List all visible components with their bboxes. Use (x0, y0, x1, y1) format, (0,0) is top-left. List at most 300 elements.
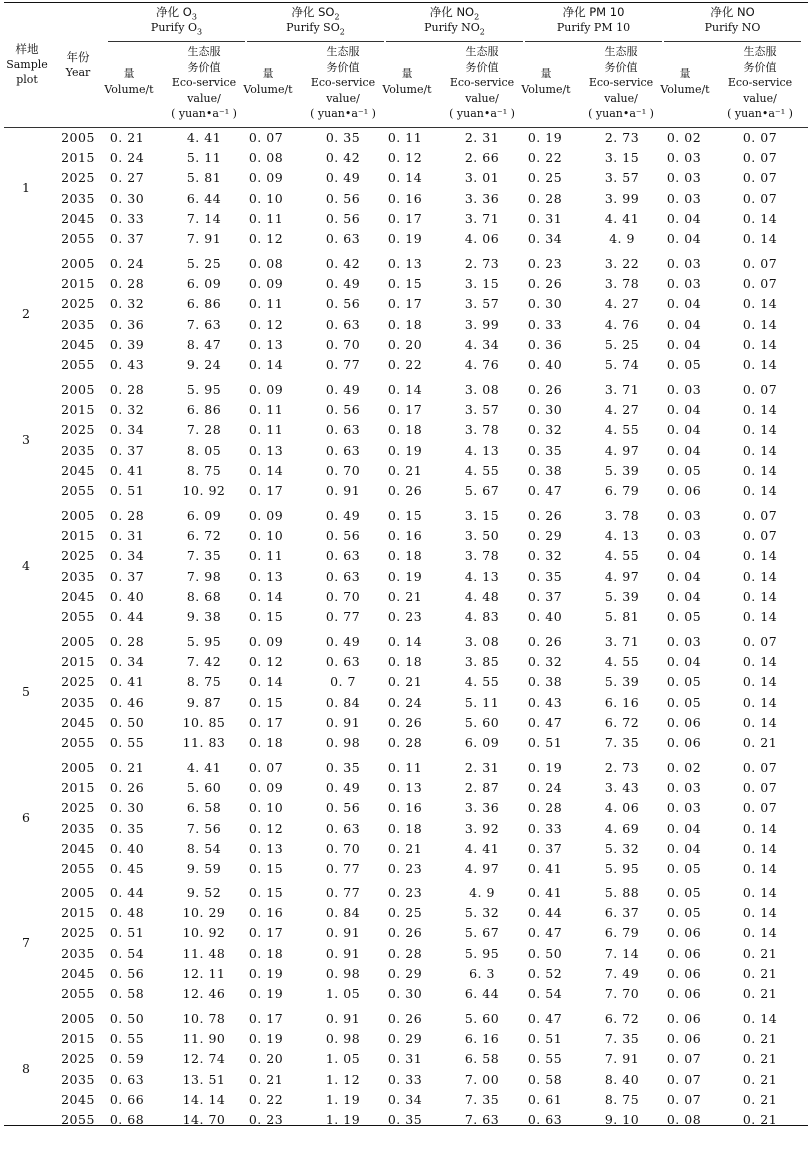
value-cell: 0. 77 (325, 861, 361, 876)
value-cell: 0. 51 (527, 1031, 563, 1047)
value-cell: 0. 98 (325, 965, 361, 981)
value-cell: 0. 07 (742, 190, 778, 206)
value-cell: 0. 40 (527, 609, 563, 624)
value-cell: 0. 12 (248, 231, 284, 246)
value-cell: 0. 22 (248, 1091, 284, 1107)
value-cell: 3. 36 (464, 800, 500, 816)
volume-header (521, 66, 571, 97)
group-header-underline (525, 41, 662, 42)
value-cell: 0. 23 (387, 609, 423, 624)
sample-plot-label: 5 (22, 683, 30, 699)
year-cell: 2045 (61, 965, 95, 981)
value-cell: 0. 49 (325, 276, 361, 292)
value-cell: 0. 47 (527, 483, 563, 498)
value-cell: 0. 09 (248, 634, 284, 649)
volume-header (104, 66, 154, 97)
value-cell: 0. 02 (666, 130, 702, 145)
group-header-zh-text: 净化 NO (710, 5, 755, 19)
header-year-en: Year (65, 66, 91, 79)
value-cell: 3. 01 (464, 170, 500, 186)
value-cell: 0. 32 (109, 296, 145, 312)
value-cell: 0. 07 (742, 800, 778, 816)
year-cell: 2025 (61, 548, 95, 564)
value-cell: 5. 60 (464, 714, 500, 730)
group-header-en-text: Purify PM 10 (556, 21, 631, 34)
group-header-zh-text: 净化 PM 10 (562, 5, 625, 19)
value-cell: 6. 79 (604, 483, 640, 498)
value-cell: 0. 15 (248, 694, 284, 710)
value-cell: 11. 48 (182, 945, 226, 961)
value-cell: 0. 07 (742, 276, 778, 292)
sample-plot-label: 4 (22, 557, 30, 573)
value-cell: 0. 15 (248, 861, 284, 876)
value-cell: 0. 05 (666, 674, 702, 690)
value-cell: 4. 27 (604, 296, 640, 312)
group-header-en-text: Purify O (150, 21, 197, 34)
value-cell: 0. 09 (248, 170, 284, 186)
group-header-zh-subscript: 2 (334, 12, 340, 22)
year-cell: 2025 (61, 800, 95, 816)
value-cell: 0. 07 (742, 150, 778, 166)
eco-header-unit: ( yuan•a⁻¹ ) (727, 107, 793, 120)
value-cell: 0. 07 (742, 382, 778, 397)
value-cell: 3. 50 (464, 528, 500, 544)
value-cell: 0. 21 (742, 1091, 778, 1107)
group-header-zh (521, 5, 666, 20)
value-cell: 0. 35 (387, 1112, 423, 1127)
value-cell: 0. 34 (109, 422, 145, 438)
value-cell: 0. 11 (387, 130, 423, 145)
value-cell: 0. 14 (742, 462, 778, 478)
value-cell: 3. 71 (464, 210, 500, 226)
value-cell: 11. 90 (182, 1031, 226, 1047)
value-cell: 0. 43 (527, 694, 563, 710)
value-cell: 3. 15 (464, 276, 500, 292)
header-plot-en: Sample (6, 58, 48, 71)
value-cell: 2. 73 (604, 760, 640, 775)
value-cell: 0. 91 (325, 1011, 361, 1026)
volume-header-zh: 量 (123, 67, 135, 80)
value-cell: 4. 55 (464, 462, 500, 478)
value-cell: 0. 31 (387, 1051, 423, 1067)
value-cell: 0. 41 (527, 861, 563, 876)
value-cell: 4. 13 (464, 442, 500, 458)
value-cell: 0. 21 (742, 1071, 778, 1087)
value-cell: 0. 47 (527, 714, 563, 730)
value-cell: 0. 32 (527, 654, 563, 670)
value-cell: 7. 28 (186, 422, 222, 438)
value-cell: 14. 14 (182, 1091, 226, 1107)
value-cell: 0. 35 (325, 760, 361, 775)
value-cell: 0. 26 (527, 382, 563, 397)
year-cell: 2055 (61, 231, 95, 246)
value-cell: 5. 25 (604, 336, 640, 352)
value-cell: 3. 08 (464, 634, 500, 649)
year-cell: 2035 (61, 694, 95, 710)
value-cell: 3. 36 (464, 190, 500, 206)
value-cell: 2. 66 (464, 150, 500, 166)
value-cell: 9. 52 (186, 885, 222, 900)
volume-header-en: Volume/t (382, 82, 432, 96)
year-cell: 2005 (61, 382, 95, 397)
value-cell: 9. 59 (186, 861, 222, 876)
eco-header-unit: ( yuan•a⁻¹ ) (171, 107, 237, 120)
value-cell: 0. 40 (109, 588, 145, 604)
value-cell: 12. 46 (182, 986, 226, 1001)
value-cell: 0. 14 (742, 548, 778, 564)
value-cell: 0. 14 (742, 925, 778, 941)
eco-header-zh2: 务价值 (326, 60, 360, 74)
value-cell: 4. 9 (469, 885, 495, 900)
value-cell: 8. 75 (604, 1091, 640, 1107)
value-cell: 0. 49 (325, 780, 361, 796)
value-cell: 4. 9 (609, 231, 635, 246)
sample-plot-label: 3 (22, 431, 30, 447)
header-plot-en2: plot (16, 73, 38, 86)
year-cell: 2005 (61, 634, 95, 649)
value-cell: 0. 12 (248, 654, 284, 670)
value-cell: 0. 35 (527, 442, 563, 458)
eco-header-zh2: 务价值 (465, 60, 499, 74)
value-cell: 0. 14 (742, 674, 778, 690)
value-cell: 0. 21 (742, 945, 778, 961)
year-cell: 2035 (61, 568, 95, 584)
value-cell: 7. 00 (464, 1071, 500, 1087)
year-cell: 2055 (61, 357, 95, 372)
value-cell: 0. 31 (109, 528, 145, 544)
value-cell: 0. 14 (742, 885, 778, 900)
year-cell: 2015 (61, 905, 95, 921)
value-cell: 0. 14 (742, 568, 778, 584)
value-cell: 5. 81 (604, 609, 640, 624)
value-cell: 3. 78 (604, 276, 640, 292)
header-plot-zh: 样地 (15, 42, 39, 56)
year-cell: 2015 (61, 402, 95, 418)
value-cell: 0. 28 (387, 735, 423, 750)
value-cell: 5. 95 (186, 382, 222, 397)
value-cell: 0. 63 (325, 442, 361, 458)
eco-header-zh1: 生态服 (187, 45, 221, 58)
value-cell: 3. 99 (604, 190, 640, 206)
value-cell: 0. 46 (109, 694, 145, 710)
value-cell: 0. 14 (248, 462, 284, 478)
value-cell: 0. 14 (742, 422, 778, 438)
value-cell: 0. 58 (109, 986, 145, 1001)
value-cell: 0. 07 (666, 1071, 702, 1087)
value-cell: 0. 09 (248, 508, 284, 523)
value-cell: 0. 19 (387, 568, 423, 584)
value-cell: 0. 91 (325, 483, 361, 498)
value-cell: 0. 28 (527, 800, 563, 816)
eco-header-en1: Eco-service (171, 76, 237, 89)
value-cell: 0. 48 (109, 905, 145, 921)
value-cell: 0. 14 (742, 861, 778, 876)
value-cell: 0. 35 (109, 820, 145, 836)
value-cell: 0. 11 (387, 760, 423, 775)
value-cell: 0. 38 (527, 462, 563, 478)
value-cell: 0. 10 (248, 190, 284, 206)
value-cell: 6. 16 (464, 1031, 500, 1047)
value-cell: 0. 33 (527, 820, 563, 836)
value-cell: 4. 41 (186, 130, 222, 145)
volume-header-zh: 量 (679, 67, 691, 80)
value-cell: 8. 40 (604, 1071, 640, 1087)
value-cell: 5. 95 (186, 634, 222, 649)
value-cell: 0. 42 (325, 150, 361, 166)
value-cell: 0. 41 (109, 462, 145, 478)
value-cell: 0. 03 (666, 190, 702, 206)
value-cell: 0. 03 (666, 800, 702, 816)
value-cell: 6. 86 (186, 402, 222, 418)
value-cell: 0. 14 (248, 674, 284, 690)
value-cell: 4. 76 (604, 316, 640, 332)
value-cell: 0. 34 (109, 654, 145, 670)
value-cell: 0. 21 (109, 760, 145, 775)
value-cell: 5. 67 (464, 925, 500, 941)
value-cell: 0. 17 (387, 296, 423, 312)
value-cell: 0. 49 (325, 170, 361, 186)
value-cell: 0. 04 (666, 422, 702, 438)
value-cell: 8. 75 (186, 462, 222, 478)
value-cell: 0. 03 (666, 634, 702, 649)
value-cell: 0. 14 (742, 714, 778, 730)
value-cell: 0. 56 (325, 528, 361, 544)
value-cell: 7. 35 (604, 735, 640, 750)
value-cell: 0. 24 (527, 780, 563, 796)
value-cell: 0. 17 (248, 925, 284, 941)
value-cell: 2. 87 (464, 780, 500, 796)
eco-header-zh1: 生态服 (604, 45, 638, 58)
value-cell: 0. 30 (109, 190, 145, 206)
value-cell: 0. 03 (666, 150, 702, 166)
value-cell: 0. 11 (248, 548, 284, 564)
value-cell: 0. 91 (325, 714, 361, 730)
group-header-en (521, 20, 666, 35)
value-cell: 0. 50 (109, 1011, 145, 1026)
value-cell: 4. 97 (604, 568, 640, 584)
value-cell: 0. 34 (109, 548, 145, 564)
value-cell: 0. 7 (330, 674, 356, 690)
value-cell: 0. 40 (527, 357, 563, 372)
value-cell: 0. 55 (527, 1051, 563, 1067)
value-cell: 2. 31 (464, 760, 500, 775)
value-cell: 0. 07 (742, 528, 778, 544)
value-cell: 0. 14 (742, 905, 778, 921)
value-cell: 5. 25 (186, 256, 222, 271)
value-cell: 0. 26 (109, 780, 145, 796)
value-cell: 0. 77 (325, 357, 361, 372)
value-cell: 0. 07 (742, 130, 778, 145)
value-cell: 0. 18 (387, 422, 423, 438)
value-cell: 0. 04 (666, 442, 702, 458)
value-cell: 0. 31 (527, 210, 563, 226)
value-cell: 0. 98 (325, 735, 361, 750)
value-cell: 0. 21 (387, 840, 423, 856)
year-cell: 2035 (61, 442, 95, 458)
value-cell: 0. 19 (387, 442, 423, 458)
value-cell: 0. 09 (248, 780, 284, 796)
value-cell: 0. 03 (666, 170, 702, 186)
group-header-en-text: Purify NO (704, 21, 761, 34)
value-cell: 0. 98 (325, 1031, 361, 1047)
value-cell: 0. 70 (325, 588, 361, 604)
value-cell: 0. 12 (248, 820, 284, 836)
value-cell: 0. 10 (248, 800, 284, 816)
year-cell: 2015 (61, 780, 95, 796)
eco-header-en2: value/ (326, 91, 360, 105)
value-cell: 0. 91 (325, 945, 361, 961)
value-cell: 0. 63 (325, 820, 361, 836)
value-cell: 0. 07 (742, 760, 778, 775)
value-cell: 0. 12 (387, 150, 423, 166)
group-header-en (382, 20, 527, 39)
top-rule (4, 2, 808, 3)
value-cell: 7. 56 (186, 820, 222, 836)
year-cell: 2035 (61, 945, 95, 961)
value-cell: 5. 81 (186, 170, 222, 186)
eco-value-header (581, 44, 661, 122)
value-cell: 7. 63 (464, 1112, 500, 1127)
value-cell: 0. 07 (742, 634, 778, 649)
value-cell: 0. 18 (387, 820, 423, 836)
year-cell: 2045 (61, 336, 95, 352)
header-year-zh: 年份 (66, 50, 90, 64)
value-cell: 0. 09 (248, 276, 284, 292)
value-cell: 0. 07 (742, 170, 778, 186)
value-cell: 4. 27 (604, 402, 640, 418)
value-cell: 8. 47 (186, 336, 222, 352)
value-cell: 0. 17 (248, 1011, 284, 1026)
value-cell: 0. 40 (109, 840, 145, 856)
value-cell: 0. 26 (527, 634, 563, 649)
value-cell: 0. 42 (325, 256, 361, 271)
group-header-underline (247, 41, 384, 42)
value-cell: 5. 60 (186, 780, 222, 796)
value-cell: 6. 72 (186, 528, 222, 544)
value-cell: 7. 91 (186, 231, 222, 246)
value-cell: 0. 13 (387, 256, 423, 271)
value-cell: 0. 22 (387, 357, 423, 372)
group-header-en (243, 20, 388, 39)
value-cell: 3. 71 (604, 382, 640, 397)
value-cell: 12. 74 (182, 1051, 226, 1067)
value-cell: 0. 04 (666, 402, 702, 418)
value-cell: 0. 04 (666, 336, 702, 352)
value-cell: 0. 18 (248, 945, 284, 961)
value-cell: 3. 15 (464, 508, 500, 523)
value-cell: 6. 09 (186, 276, 222, 292)
value-cell: 4. 55 (464, 674, 500, 690)
group-header-zh-text: 净化 NO (429, 5, 475, 19)
value-cell: 0. 07 (666, 1051, 702, 1067)
value-cell: 0. 04 (666, 316, 702, 332)
value-cell: 4. 06 (464, 231, 500, 246)
value-cell: 0. 15 (248, 885, 284, 900)
value-cell: 0. 07 (742, 256, 778, 271)
value-cell: 0. 56 (325, 210, 361, 226)
value-cell: 0. 19 (387, 231, 423, 246)
value-cell: 0. 17 (387, 210, 423, 226)
value-cell: 1. 05 (325, 1051, 361, 1067)
sample-plot-label: 8 (22, 1060, 30, 1076)
value-cell: 0. 14 (742, 609, 778, 624)
value-cell: 0. 14 (248, 588, 284, 604)
value-cell: 0. 04 (666, 568, 702, 584)
value-cell: 0. 14 (742, 820, 778, 836)
value-cell: 0. 44 (109, 885, 145, 900)
value-cell: 0. 59 (109, 1051, 145, 1067)
year-cell: 2025 (61, 422, 95, 438)
value-cell: 5. 95 (604, 861, 640, 876)
value-cell: 4. 83 (464, 609, 500, 624)
value-cell: 7. 35 (464, 1091, 500, 1107)
value-cell: 0. 14 (742, 210, 778, 226)
value-cell: 0. 06 (666, 1031, 702, 1047)
value-cell: 6. 3 (469, 965, 495, 981)
year-cell: 2035 (61, 1071, 95, 1087)
value-cell: 0. 14 (742, 402, 778, 418)
value-cell: 0. 19 (248, 965, 284, 981)
value-cell: 0. 19 (527, 760, 563, 775)
value-cell: 0. 23 (248, 1112, 284, 1127)
value-cell: 4. 06 (604, 800, 640, 816)
value-cell: 0. 28 (109, 634, 145, 649)
value-cell: 0. 14 (387, 170, 423, 186)
value-cell: 0. 28 (109, 508, 145, 523)
value-cell: 2. 31 (464, 130, 500, 145)
value-cell: 4. 76 (464, 357, 500, 372)
year-cell: 2025 (61, 925, 95, 941)
value-cell: 8. 68 (186, 588, 222, 604)
value-cell: 0. 70 (325, 336, 361, 352)
value-cell: 0. 51 (109, 483, 145, 498)
value-cell: 0. 29 (387, 1031, 423, 1047)
value-cell: 5. 60 (464, 1011, 500, 1026)
value-cell: 0. 14 (742, 588, 778, 604)
value-cell: 0. 11 (248, 422, 284, 438)
year-cell: 2045 (61, 1091, 95, 1107)
value-cell: 0. 37 (109, 568, 145, 584)
group-header-underline (108, 41, 245, 42)
value-cell: 7. 91 (604, 1051, 640, 1067)
value-cell: 4. 97 (464, 861, 500, 876)
value-cell: 4. 41 (186, 760, 222, 775)
value-cell: 4. 48 (464, 588, 500, 604)
value-cell: 0. 15 (248, 609, 284, 624)
value-cell: 0. 05 (666, 905, 702, 921)
year-cell: 2025 (61, 296, 95, 312)
value-cell: 0. 11 (248, 296, 284, 312)
value-cell: 8. 75 (186, 674, 222, 690)
group-header-zh-text: 净化 SO (291, 5, 335, 19)
value-cell: 6. 09 (464, 735, 500, 750)
value-cell: 0. 20 (387, 336, 423, 352)
value-cell: 0. 14 (742, 316, 778, 332)
value-cell: 5. 88 (604, 885, 640, 900)
eco-header-zh1: 生态服 (743, 45, 777, 58)
volume-header (382, 66, 432, 97)
value-cell: 0. 21 (742, 986, 778, 1001)
eco-header-unit: ( yuan•a⁻¹ ) (310, 107, 376, 120)
eco-header-en1: Eco-service (449, 76, 515, 89)
eco-header-en1: Eco-service (588, 76, 654, 89)
value-cell: 0. 03 (666, 256, 702, 271)
value-cell: 0. 04 (666, 654, 702, 670)
value-cell: 0. 26 (387, 1011, 423, 1026)
sample-plot-label: 1 (22, 179, 30, 195)
value-cell: 4. 41 (604, 210, 640, 226)
value-cell: 0. 13 (248, 442, 284, 458)
